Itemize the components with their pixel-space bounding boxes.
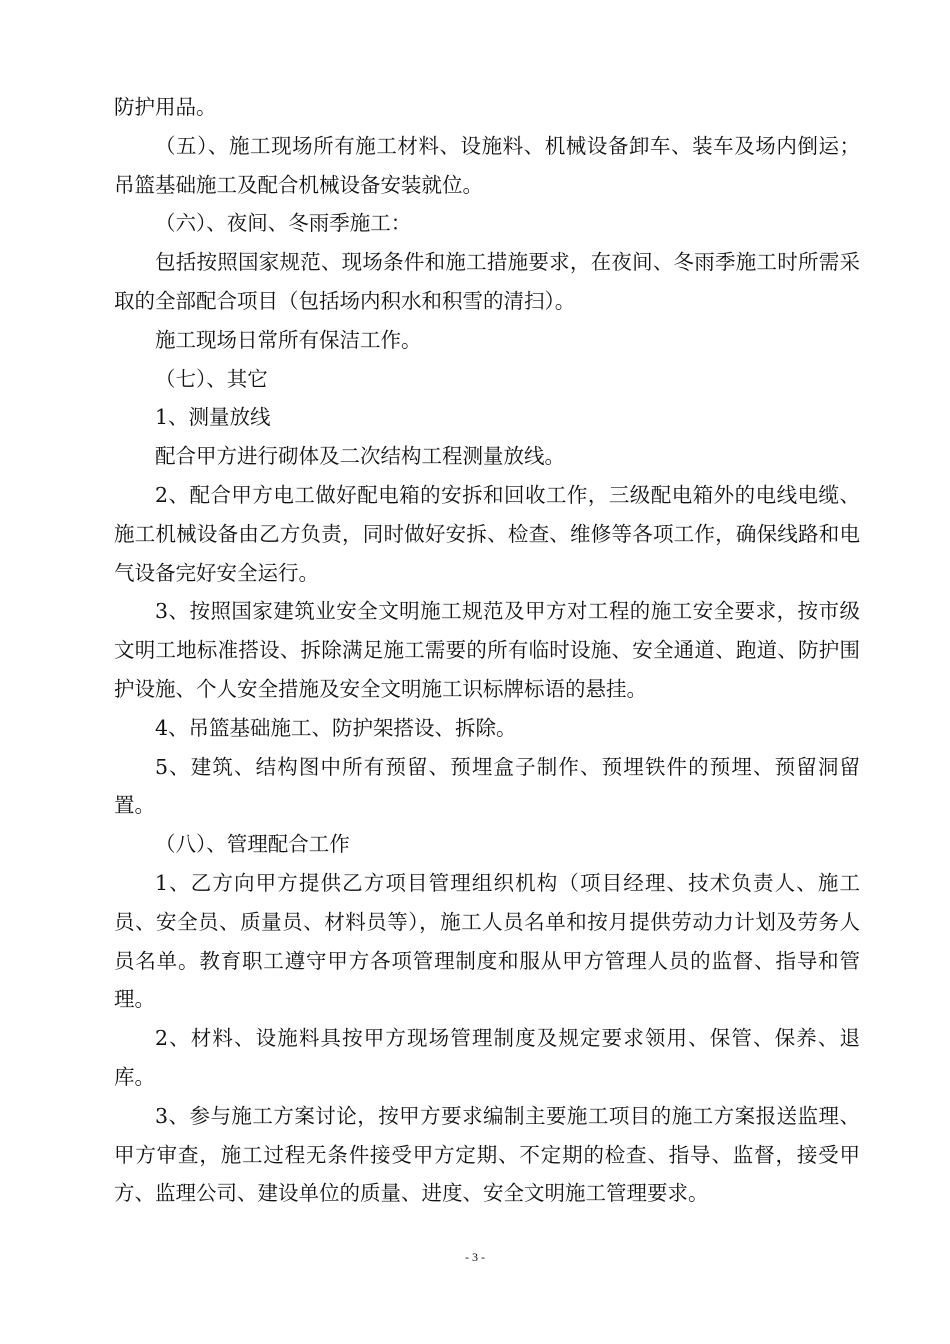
subsection-heading: 1、测量放线: [155, 405, 271, 430]
list-item: 2、配合甲方电工做好配电箱的安拆和回收工作，三级配电箱外的电线电缆、施工机械设备由乙方负责，同时做好安拆、检查、维修等各项工作，确保线路和电气设备完好安全运行。: [114, 482, 860, 585]
paragraph: 包括按照国家规范、现场条件和施工措施要求，在夜间、冬雨季施工时所需采取的全部配合项目（包括场内积水和积雪的清扫）。: [114, 250, 860, 313]
paragraph: 施工现场日常所有保洁工作。: [155, 327, 422, 352]
section-heading: （八）、管理配合工作: [155, 832, 350, 857]
section-heading: （七）、其它: [155, 366, 268, 391]
list-item: 3、参与施工方案讨论，按甲方要求编制主要施工项目的施工方案报送监理、甲方审查，施工过程无条件接受甲方定期、不定期的检查、指导、监督，接受甲方、监理公司、建设单位的质量、进度、安全文明施工管理要求。: [114, 1103, 860, 1206]
list-item: 5、建筑、结构图中所有预留、预埋盒子制作、预埋铁件的预埋、预留洞留置。: [114, 754, 860, 818]
page-number: - 3 -: [465, 1250, 485, 1264]
document-body: [114, 88, 860, 1213]
list-item: 4、吊篮基础施工、防护架搭设、拆除。: [155, 715, 517, 740]
list-item: 1、乙方向甲方提供乙方项目管理组织机构（项目经理、技术负责人、施工员、安全员、质量员、材料员等），施工人员名单和按月提供劳动力计划及劳务人员名单。教育职工遵守甲方各项管理制度和服从甲方管理人员的监督、指导和管理。: [114, 870, 860, 1012]
paragraph: （五）、施工现场所有施工材料、设施料、机械设备卸车、装车及场内倒运；吊篮基础施工及配合机械设备安装就位。: [114, 133, 860, 197]
paragraph: 配合甲方进行砌体及二次结构工程测量放线。: [155, 444, 565, 469]
paragraph: 防护用品。: [114, 95, 217, 119]
section-heading: （六）、夜间、冬雨季施工：: [155, 211, 412, 236]
list-item: 2、材料、设施料具按甲方现场管理制度及规定要求领用、保管、保养、退库。: [114, 1026, 860, 1089]
list-item: 3、按照国家建筑业安全文明施工规范及甲方对工程的施工安全要求，按市级文明工地标准搭设、拆除满足施工需要的所有临时设施、安全通道、跑道、防护围护设施、个人安全措施及安全文明施工识标牌标语的悬挂。: [114, 599, 860, 701]
